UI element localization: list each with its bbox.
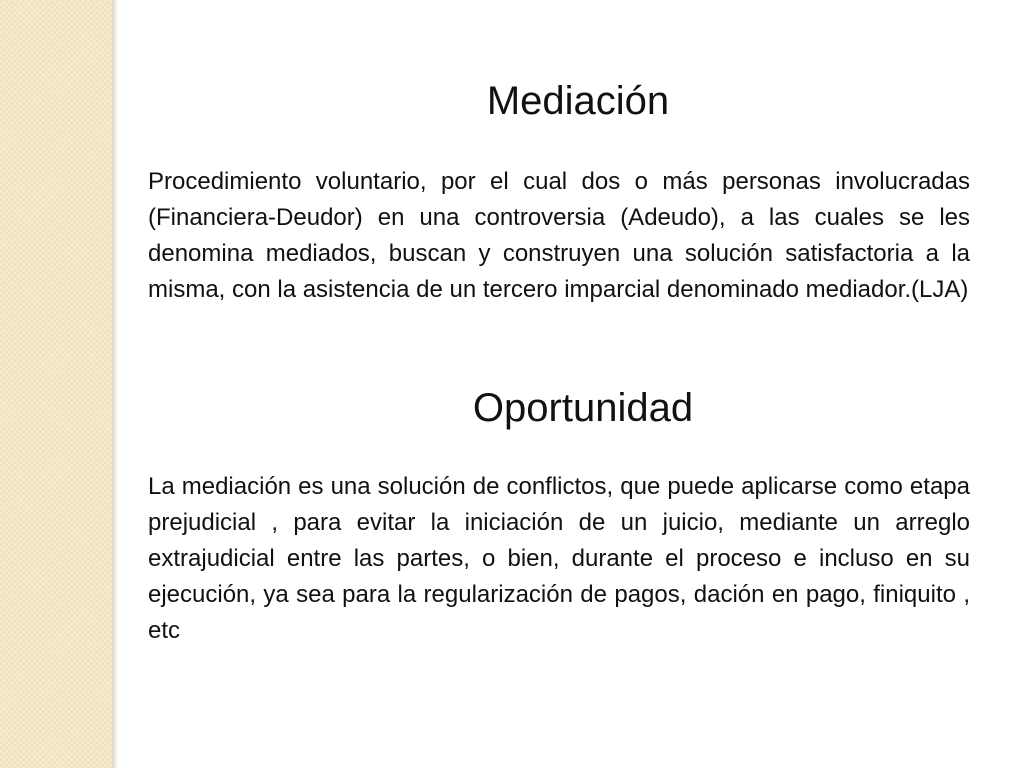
section-body-oportunidad: La mediación es una solución de conflictos, que puede aplicarse como etapa prejudicial , para evitar la iniciación de un juicio, mediante un arreglo extrajudicial entre las partes, o bien, durante el proceso e incluso en su ejecución, ya sea para la regularización de pagos, dación en pago, finiquito , etc bbox=[148, 473, 970, 644]
section-title-mediacion: Mediación bbox=[486, 79, 670, 123]
section-title-oportunidad: Oportunidad bbox=[472, 386, 694, 430]
side-band-shadow bbox=[112, 0, 118, 768]
section-body-mediacion: Procedimiento voluntario, por el cual dos o más personas involucradas (Financiera-Deudor) en una controversia (Adeudo), a las cuales se les denomina mediados, buscan y construyen una solución satisfactoria a la misma, con la asistencia de un tercero imparcial denominado mediador.(LJA) bbox=[148, 168, 970, 303]
decorative-side-band bbox=[0, 0, 112, 768]
